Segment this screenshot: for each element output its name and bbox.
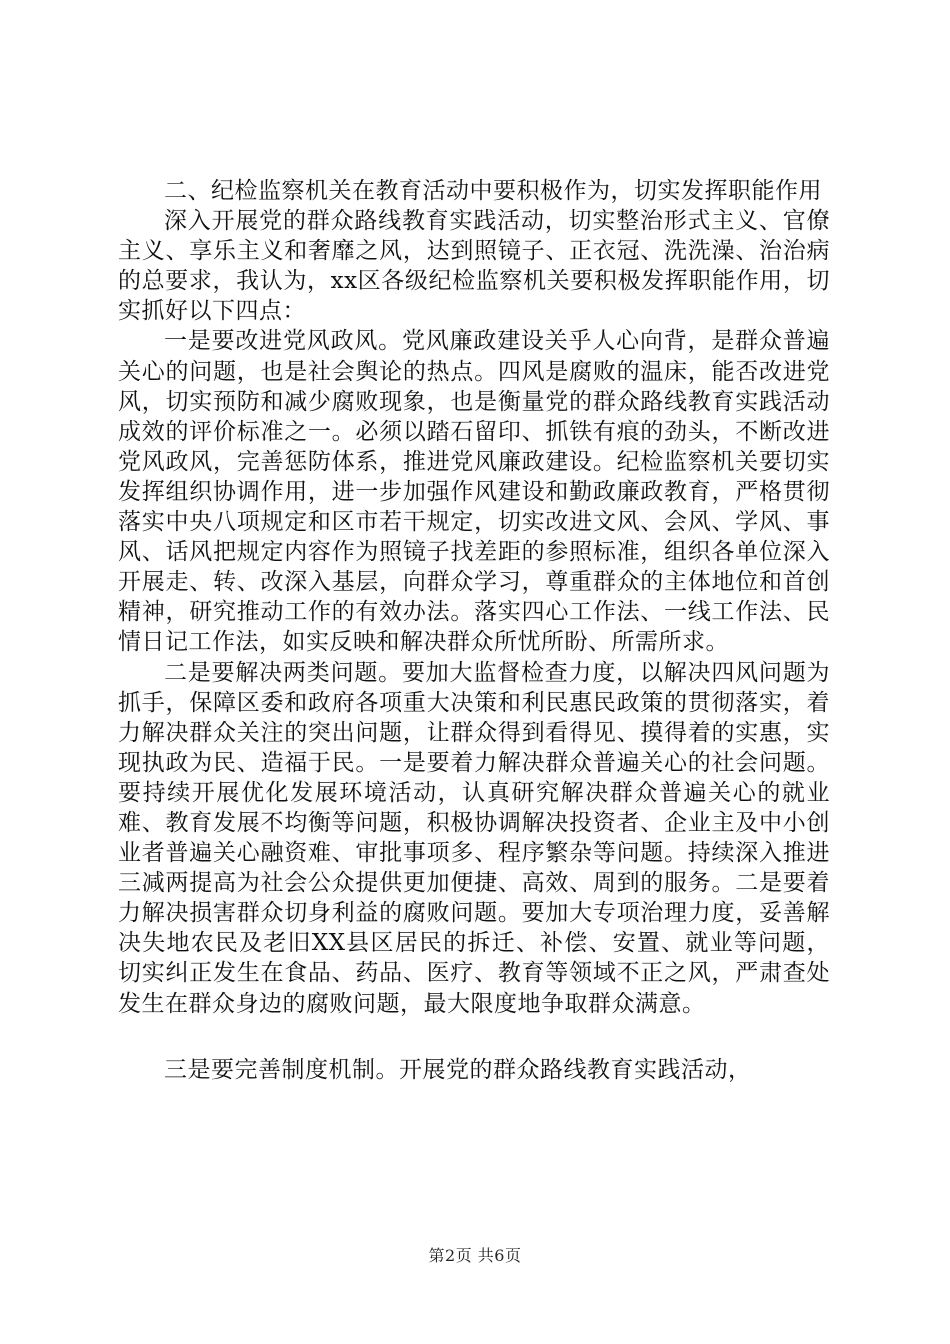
point-three-paragraph: 三是要完善制度机制。开展党的群众路线教育实践活动， — [164, 1056, 752, 1083]
section-heading: 二、纪检监察机关在教育活动中要积极作为，切实发挥职能作用 — [164, 178, 822, 204]
document-body — [118, 176, 830, 1085]
intro-paragraph: 深入开展党的群众路线教育实践活动，切实整治形式主义、官僚主义、享乐主义和奢靡之风，达到照镜子、正衣冠、洗洗澡、治治病的总要求，我认为，xx区各级纪检监察机关要积极发挥职能作用，切实抓好以下四点： — [118, 208, 830, 325]
point-two-paragraph: 二是要解决两类问题。要加大监督检查力度，以解决四风问题为抓手，保障区委和政府各项重大决策和利民惠民政策的贯彻落实，着力解决群众关注的突出问题，让群众得到看得见、摸得着的实惠，实现执政为民、造福于民。一是要着力解决群众普遍关心的社会问题。要持续开展优化发展环境活动，认真研究解决群众普遍关心的就业难、教育发展不均衡等问题，积极协调解决投资者、企业主及中小创业者普遍关心融资难、审批事项多、程序繁杂等问题。持续深入推进三减两提高为社会公众提供更加便捷、高效、周到的服务。二是要着力解决损害群众切身利益的腐败问题。要加大专项治理力度，妥善解决失地农民及老旧XX县区居民的拆迁、补偿、安置、就业等问题，切实纠正发生在食品、药品、医疗、教育等领域不正之风，严肃查处发生在群众身边的腐败问题，最大限度地争取群众满意。 — [118, 659, 830, 1017]
page-number-footer: 第2页 共6页 — [428, 1246, 522, 1265]
point-one-paragraph: 一是要改进党风政风。党风廉政建设关乎人心向背，是群众普遍关心的问题，也是社会舆论的热点。四风是腐败的温床，能否改进党风，切实预防和减少腐败现象，也是衡量党的群众路线教育实践活动成效的评价标准之一。必须以踏石留印、抓铁有痕的劲头，不断改进党风政风，完善惩防体系，推进党风廉政建设。纪检监察机关要切实发挥组织协调作用，进一步加强作风建设和勤政廉政教育，严格贯彻落实中央八项规定和区市若干规定，切实改进文风、会风、学风、事风、话风把规定内容作为照镜子找差距的参照标准，组织各单位深入开展走、转、改深入基层，向群众学习，尊重群众的主体地位和首创精神，研究推动工作的有效办法。落实四心工作法、一线工作法、民情日记工作法，如实反映和解决群众所忧所盼、所需所求。 — [118, 328, 830, 656]
